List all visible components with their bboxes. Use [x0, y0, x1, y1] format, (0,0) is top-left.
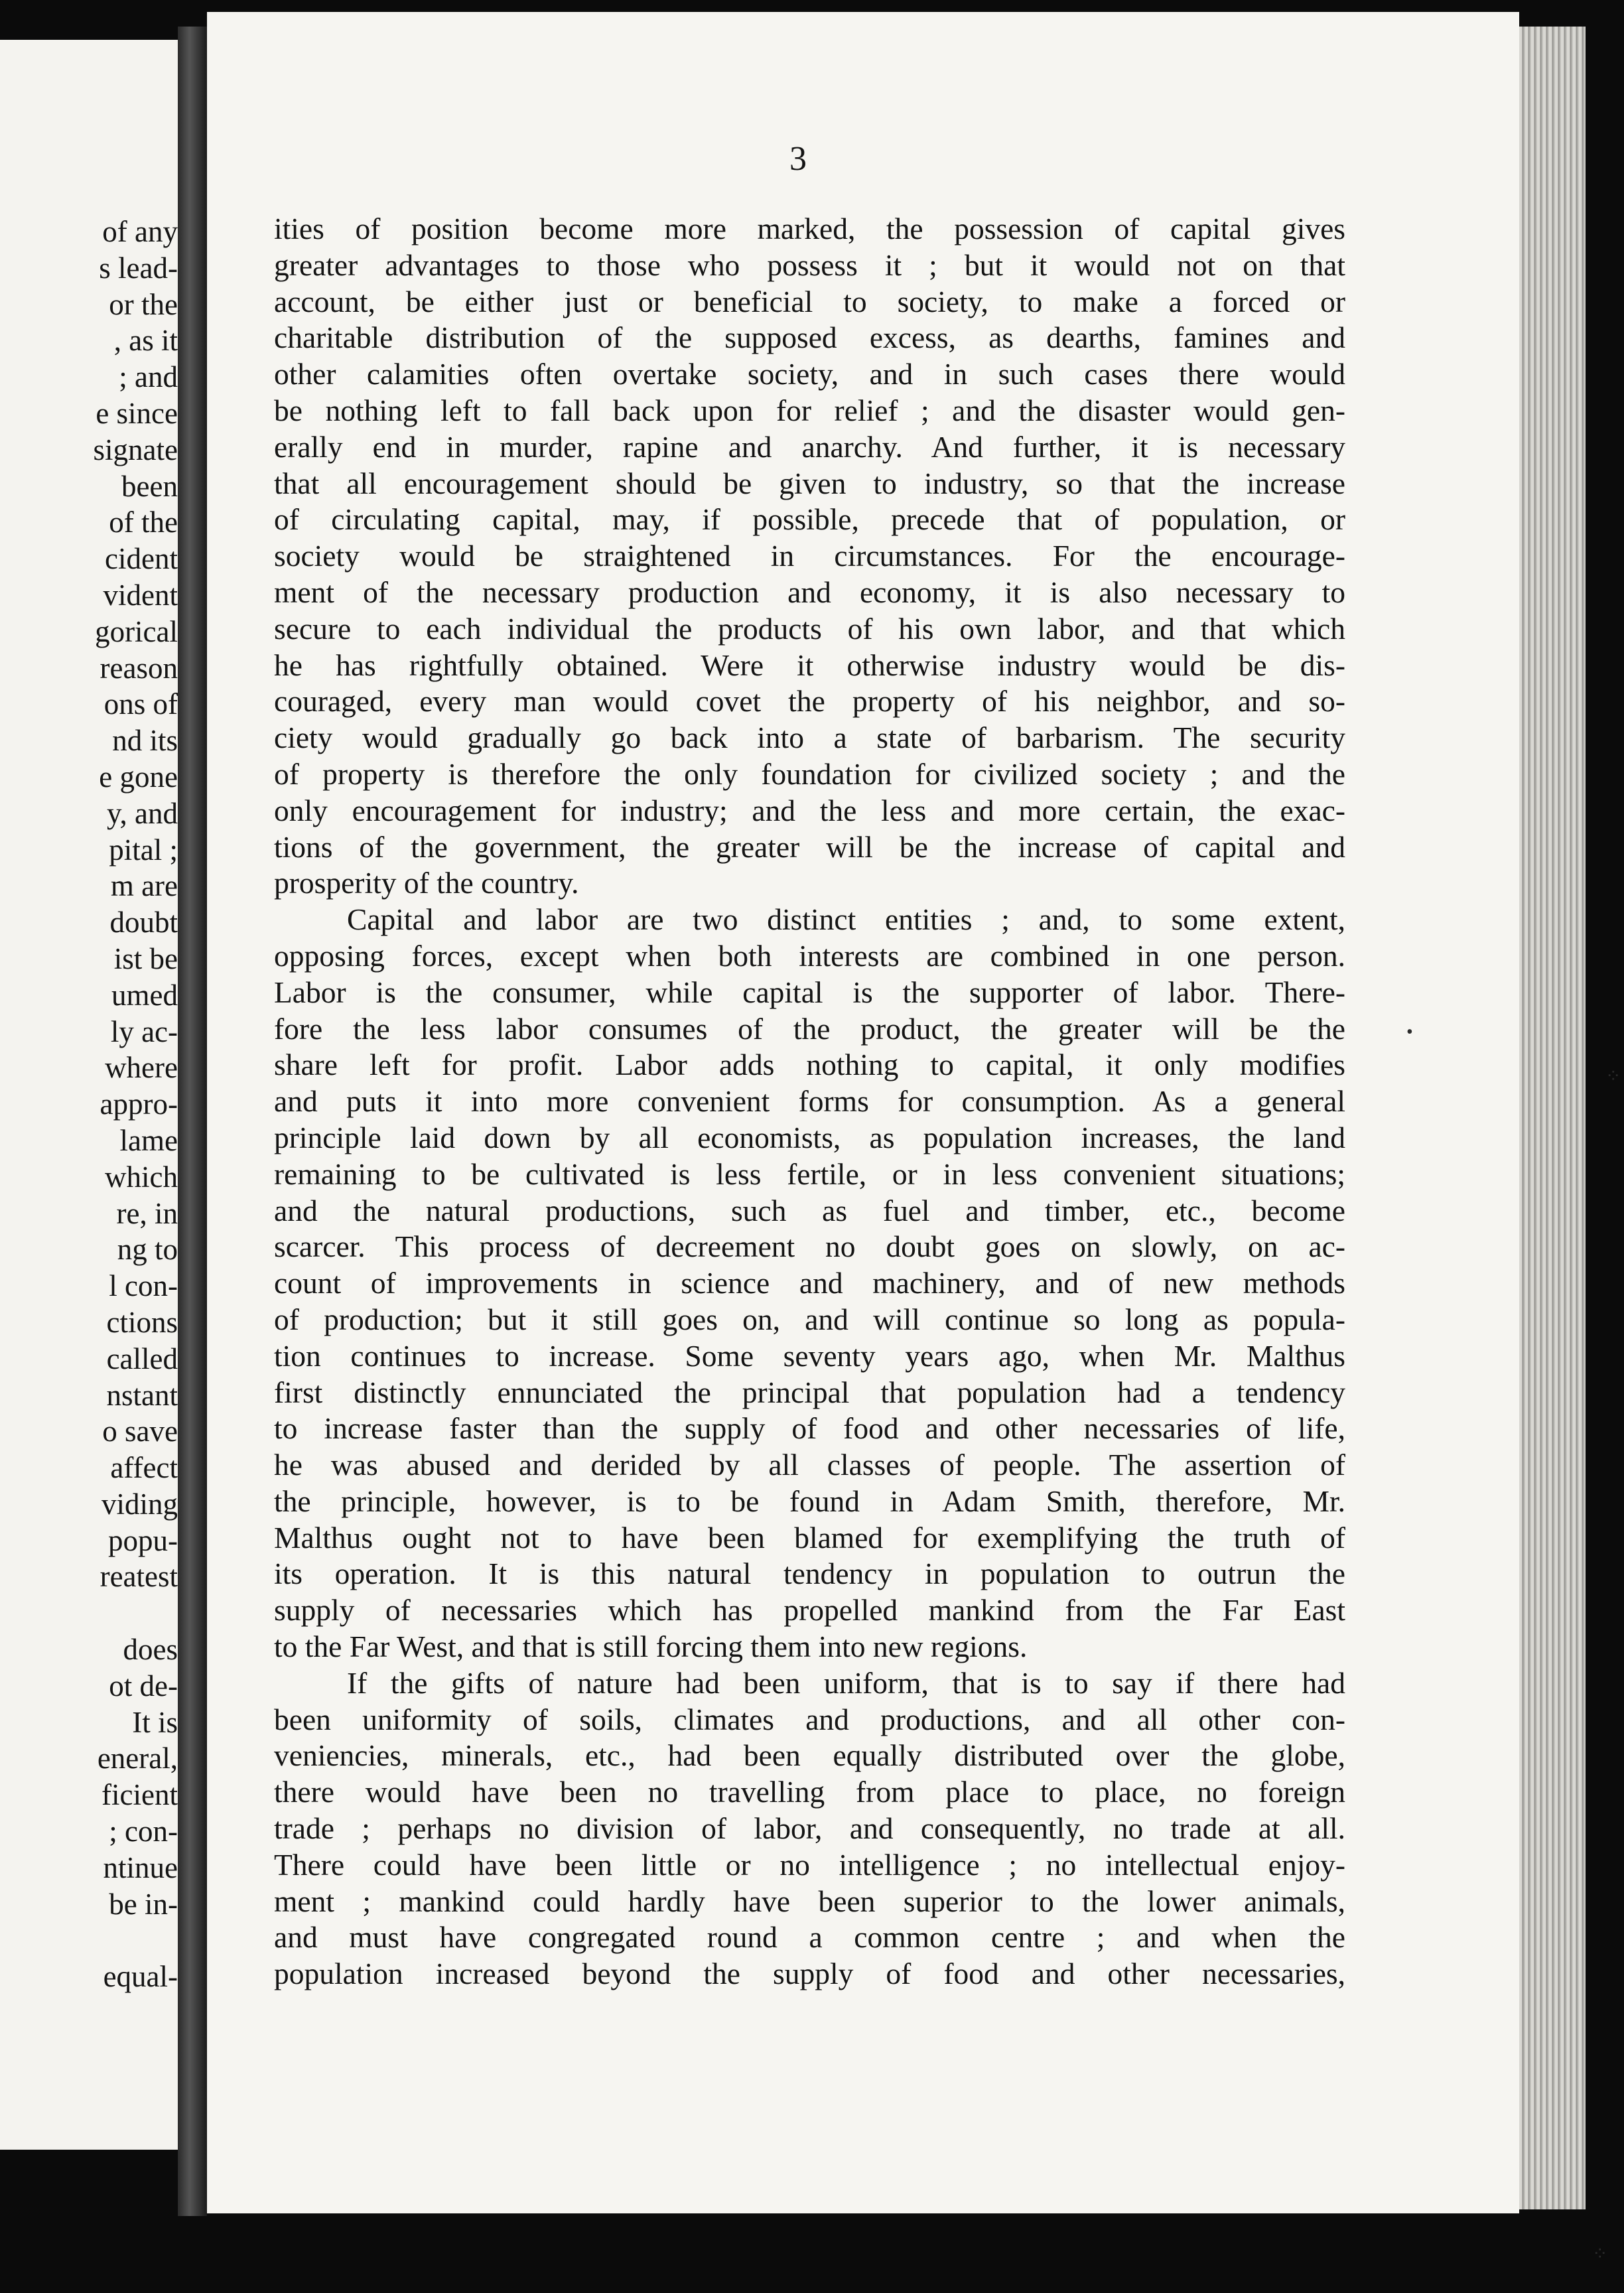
text-line: society would be straightened in circumstances. For the encourage- — [274, 539, 1345, 573]
text-line: prosperity of the country. — [274, 866, 579, 900]
text-line: principle laid down by all economists, as population increases, the land — [274, 1120, 1345, 1154]
text-line: he has rightfully obtained. Were it otherwise industry would be dis- — [274, 648, 1345, 682]
left-page-line — [0, 1595, 178, 1632]
text-line: trade ; perhaps no division of labor, and consequently, no trade at all. — [274, 1811, 1345, 1846]
text-line: be nothing left to fall back upon for relief ; and the disaster would gen- — [274, 393, 1345, 427]
text-line: to the Far West, and that is still forcing them into new regions. — [274, 1630, 1028, 1664]
text-line: of property is therefore the only foundation for civilized society ; and the — [274, 756, 1345, 791]
left-page-line: gorical — [95, 614, 178, 648]
left-page-line: ly ac- — [110, 1014, 178, 1048]
text-line: share left for profit. Labor adds nothing to capital, it only modifies — [274, 1048, 1345, 1082]
text-line: greater advantages to those who possess it ; but it would not on that — [274, 247, 1345, 282]
text-line: and must have congregated round a common centre ; and when the — [274, 1920, 1345, 1955]
page-edges — [1519, 27, 1586, 2209]
left-page-line: o save — [102, 1415, 178, 1448]
body-text — [274, 211, 1345, 1992]
text-line: Malthus ought not to have been blamed for exemplifying the truth of — [274, 1520, 1345, 1555]
left-page-line: does — [123, 1633, 178, 1667]
left-page-fragment — [0, 40, 178, 2150]
left-page-line: doubt — [109, 906, 178, 939]
text-line: population increased beyond the supply of food and other necessaries, — [274, 1957, 1345, 1991]
left-page-line: signate — [93, 433, 178, 466]
text-line: secure to each individual the products of his own labor, and that which — [274, 611, 1345, 646]
left-page-line: e gone — [99, 760, 178, 794]
left-page-line: y, and — [106, 796, 178, 830]
left-page-line: reason — [100, 651, 178, 685]
text-line: other calamities often overtake society, and in such cases there would — [274, 357, 1345, 391]
text-line: ciety would gradually go back into a state of barbarism. The security — [274, 721, 1345, 755]
text-line: ment of the necessary production and economy, it is also necessary to — [274, 575, 1345, 609]
left-page-line: eneral, — [97, 1742, 178, 1775]
text-line: count of improvements in science and machinery, and of new methods — [274, 1266, 1345, 1300]
left-page-line: affect — [110, 1451, 178, 1485]
text-line: remaining to be cultivated is less fertile, or in less convenient situations; — [274, 1156, 1345, 1191]
left-page-line: ctions — [106, 1305, 178, 1339]
text-line: supply of necessaries which has propelled mankind from the Far East — [274, 1593, 1345, 1628]
text-line: tions of the government, the greater will be the increase of capital and — [274, 829, 1345, 864]
text-line: account, be either just or beneficial to society, to make a forced or — [274, 284, 1345, 318]
text-line: ment ; mankind could hardly have been superior to the lower animals, — [274, 1884, 1345, 1918]
text-line: There could have been little or no intelligence ; no intellectual enjoy- — [274, 1847, 1345, 1882]
left-page-line: ficient — [102, 1778, 178, 1812]
text-line: If the gifts of nature had been uniform, that is to say if there had — [347, 1665, 1345, 1700]
scan-speck: ⁘ — [1605, 1066, 1621, 1087]
text-line: ities of position become more marked, the possession of capital gives — [274, 212, 1345, 245]
text-line: veniencies, minerals, etc., had been equally distributed over the globe, — [274, 1738, 1345, 1773]
left-page-line: vident — [103, 578, 178, 612]
left-page-line — [0, 1922, 178, 1959]
left-page-line: lame — [119, 1123, 178, 1157]
left-page-line: ng to — [117, 1233, 178, 1267]
text-line: Labor is the consumer, while capital is the supporter of labor. There- — [274, 975, 1345, 1009]
text-line: and the natural productions, such as fuel and timber, etc., become — [274, 1193, 1345, 1227]
text-line: only encouragement for industry; and the less and more certain, the exac- — [274, 793, 1345, 827]
text-line: that all encouragement should be given to industry, so that the increase — [274, 466, 1345, 500]
text-line: its operation. It is this natural tendency in population to outrun the — [274, 1557, 1345, 1591]
left-page-line: ntinue — [103, 1850, 178, 1884]
text-line: of production; but it still goes on, and will continue so long as popula- — [274, 1302, 1345, 1336]
left-page-line: ; con- — [109, 1815, 178, 1848]
left-page-line: e since — [96, 396, 178, 430]
left-page-line: ot de- — [109, 1669, 178, 1702]
text-line: Capital and labor are two distinct entities ; and, to some extent, — [347, 902, 1345, 937]
scan-speck: • — [1406, 1022, 1413, 1042]
left-page-line: m are — [110, 869, 178, 903]
left-page-text-column — [0, 214, 178, 1995]
text-line: the principle, however, is to be found in Adam Smith, therefore, Mr. — [274, 1484, 1345, 1518]
left-page-line: ons of — [103, 687, 178, 721]
left-page-line: where — [105, 1051, 178, 1085]
left-page-line: popu- — [108, 1523, 178, 1557]
left-page-line: of any — [102, 215, 178, 248]
left-page-line: or the — [109, 287, 178, 321]
left-page-line: be in- — [109, 1887, 178, 1921]
left-page-line: of the — [109, 506, 178, 539]
left-page-line: been — [121, 469, 178, 503]
left-page-line: ist be — [113, 941, 178, 975]
scan-speck: ⁘ — [1592, 2244, 1608, 2264]
left-page-line: nstant — [106, 1378, 178, 1412]
left-page-line: umed — [111, 978, 178, 1012]
text-line: charitable distribution of the supposed excess, as dearths, famines and — [274, 320, 1345, 355]
text-line: scarcer. This process of decreement no doubt goes on slowly, on ac- — [274, 1229, 1345, 1264]
text-line: opposing forces, except when both interests are combined in one person. — [274, 938, 1345, 973]
book-gutter — [178, 27, 207, 2216]
text-line: and puts it into more convenient forms for consumption. As a general — [274, 1084, 1345, 1119]
left-page-line: , as it — [113, 324, 178, 358]
left-page-line: appro- — [100, 1087, 178, 1121]
left-page-line: re, in — [116, 1196, 178, 1230]
text-line: first distinctly ennunciated the principal that population had a tendency — [274, 1375, 1345, 1409]
left-page-line: nd its — [112, 724, 178, 758]
left-page-line: which — [105, 1160, 178, 1194]
left-page-line: It is — [132, 1705, 178, 1739]
left-page-line: l con- — [109, 1269, 178, 1303]
left-page-line: ; and — [119, 360, 178, 394]
text-line: to increase faster than the supply of food and other necessaries of life, — [274, 1411, 1345, 1446]
text-line: couraged, every man would covet the property of his neighbor, and so- — [274, 684, 1345, 719]
page-number: 3 — [789, 140, 807, 178]
left-page-line: equal- — [103, 1960, 178, 1994]
left-page-line: pital ; — [109, 833, 178, 867]
text-line: he was abused and derided by all classes of people. The assertion of — [274, 1448, 1345, 1482]
left-page-line: viding — [101, 1487, 178, 1521]
text-line: of circulating capital, may, if possible, precede that of population, or — [274, 502, 1345, 537]
text-line: been uniformity of soils, climates and productions, and all other con- — [274, 1702, 1345, 1736]
text-line: erally end in murder, rapine and anarchy. And further, it is necessary — [274, 429, 1345, 464]
text-line: fore the less labor consumes of the product, the greater will be the — [274, 1011, 1345, 1046]
left-page-line: called — [106, 1342, 178, 1375]
left-page-line: reatest — [100, 1560, 178, 1594]
text-line: there would have been no travelling from place to place, no foreign — [274, 1775, 1345, 1809]
left-page-line: s lead- — [99, 251, 178, 285]
left-page-line: cident — [105, 542, 178, 576]
text-line: tion continues to increase. Some seventy years ago, when Mr. Malthus — [274, 1338, 1345, 1373]
